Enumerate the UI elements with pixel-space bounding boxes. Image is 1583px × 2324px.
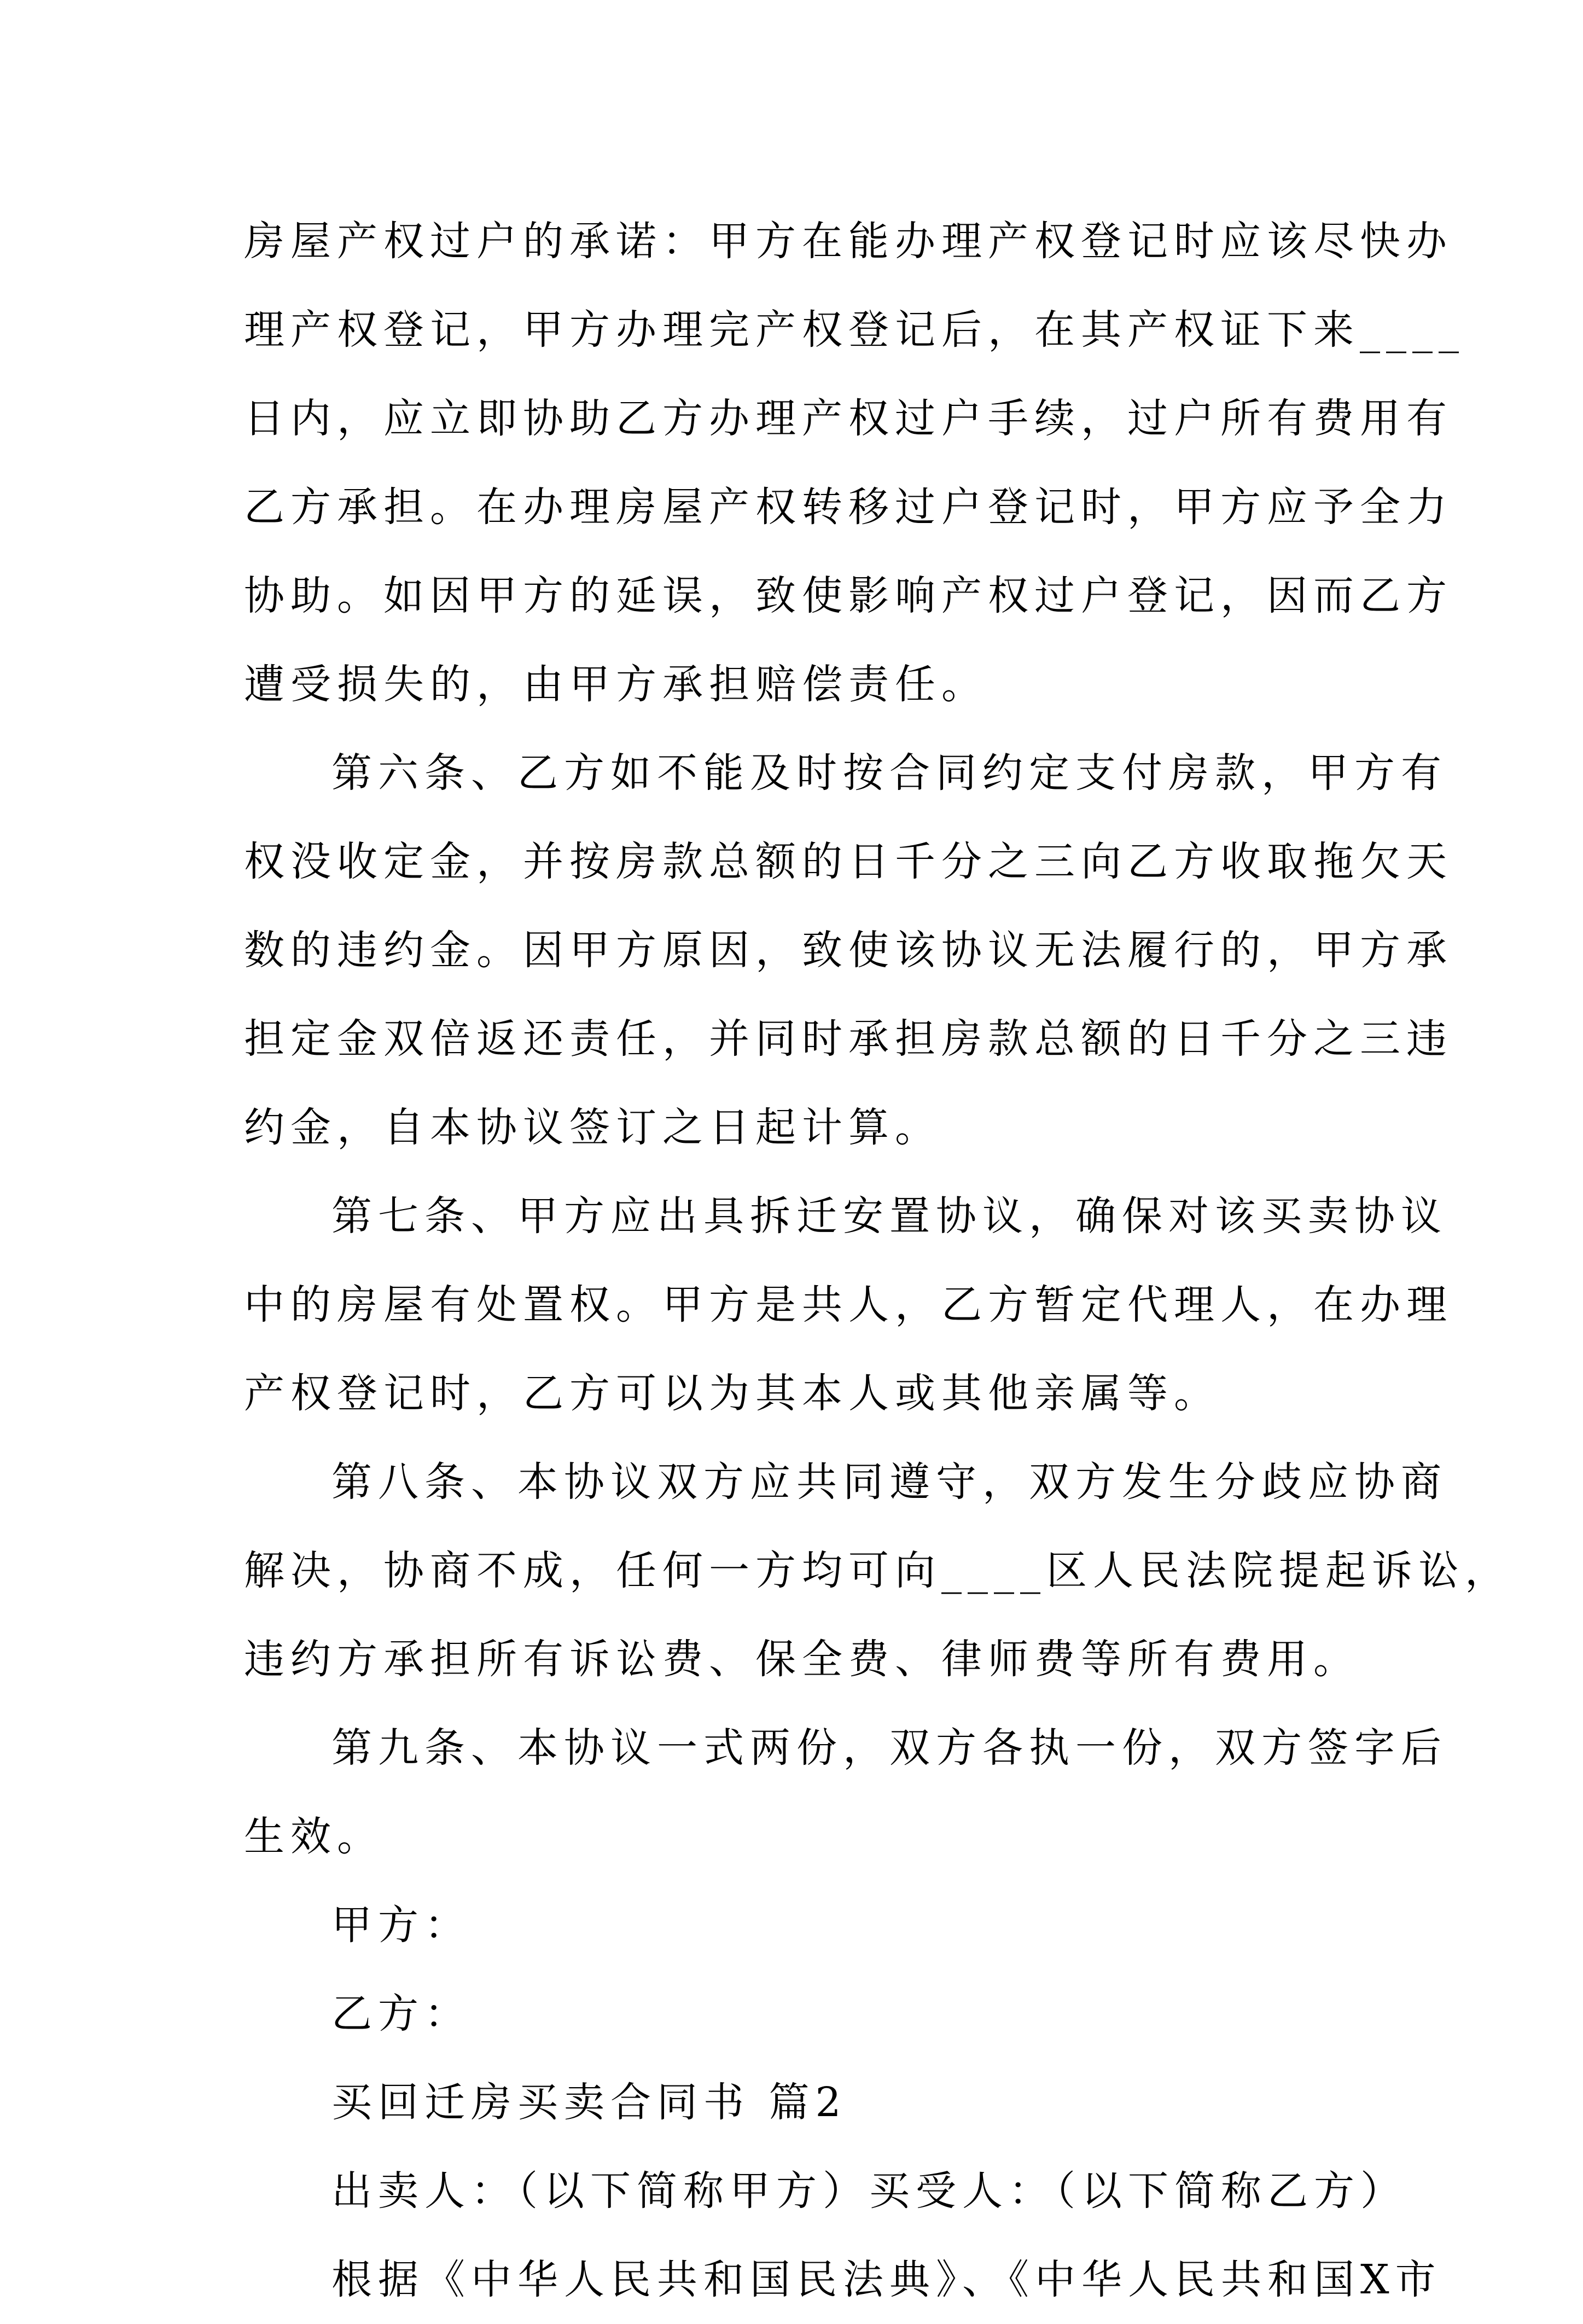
text-line: 第八条、本协议双方应共同遵守，双方发生分歧应协商 bbox=[331, 1459, 1447, 1506]
text-line: 生效。 bbox=[244, 1813, 383, 1860]
section-title: 买回迁房买卖合同书 篇2 bbox=[331, 2079, 847, 2126]
paragraph-article-7 bbox=[244, 1172, 1453, 1438]
text-line: 违约方承担所有诉讼费、保全费、律师费等所有费用。 bbox=[244, 1636, 1360, 1683]
party-b-label: 乙方： bbox=[331, 1990, 471, 2037]
text-line: 第七条、甲方应出具拆迁安置协议，确保对该买卖协议 bbox=[331, 1193, 1447, 1240]
text-line: 解决，协商不成，任何一方均可向____区人民法院提起诉讼， bbox=[244, 1547, 1511, 1594]
signature-party-b bbox=[244, 1969, 1343, 2058]
section-heading bbox=[244, 2058, 1343, 2147]
party-a-label: 甲方： bbox=[331, 1902, 471, 1949]
text-line: 第六条、乙方如不能及时按合同约定支付房款，甲方有 bbox=[331, 750, 1447, 797]
paragraph-article-8 bbox=[244, 1438, 1511, 1704]
paragraph-article-6 bbox=[244, 729, 1453, 1172]
paragraph-article-9 bbox=[244, 1704, 1447, 1881]
text-line: 数的违约金。因甲方原因，致使该协议无法履行的，甲方承 bbox=[244, 927, 1453, 974]
text-line: 担定金双倍返还责任，并同时承担房款总额的日千分之三违 bbox=[244, 1015, 1453, 1062]
signature-party-a bbox=[244, 1881, 1343, 1969]
text-line: 权没收定金，并按房款总额的日千分之三向乙方收取拖欠天 bbox=[244, 838, 1453, 885]
text-line: 出卖人：（以下简称甲方）买受人：（以下简称乙方） bbox=[331, 2168, 1407, 2215]
text-line: 协助。如因甲方的延误，致使影响产权过户登记，因而乙方 bbox=[244, 572, 1453, 619]
document-body bbox=[244, 197, 1511, 2324]
text-line: 日内，应立即协助乙方办理产权过户手续，过户所有费用有 bbox=[244, 395, 1453, 442]
parties-line bbox=[244, 2147, 1407, 2235]
paragraph-property-transfer-commitment bbox=[244, 197, 1465, 729]
text-line: 遭受损失的，由甲方承担赔偿责任。 bbox=[244, 661, 988, 708]
text-line: 产权登记时，乙方可以为其本人或其他亲属等。 bbox=[244, 1370, 1220, 1417]
text-line: 第九条、本协议一式两份，双方各执一份，双方签字后 bbox=[331, 1724, 1447, 1771]
text-line: 约金，自本协议签订之日起计算。 bbox=[244, 1104, 941, 1151]
text-line: 理产权登记，甲方办理完产权登记后，在其产权证下来____ bbox=[244, 306, 1465, 353]
text-line: 根据《中华人民共和国民法典》、《中华人民共和国X市 bbox=[331, 2256, 1442, 2303]
text-line: 中的房屋有处置权。甲方是共人，乙方暂定代理人，在办理 bbox=[244, 1281, 1453, 1328]
text-line: 房屋产权过户的承诺：甲方在能办理产权登记时应该尽快办 bbox=[244, 218, 1453, 265]
text-line: 乙方承担。在办理房屋产权转移过户登记时，甲方应予全力 bbox=[244, 484, 1453, 531]
legal-basis-line bbox=[244, 2235, 1442, 2324]
